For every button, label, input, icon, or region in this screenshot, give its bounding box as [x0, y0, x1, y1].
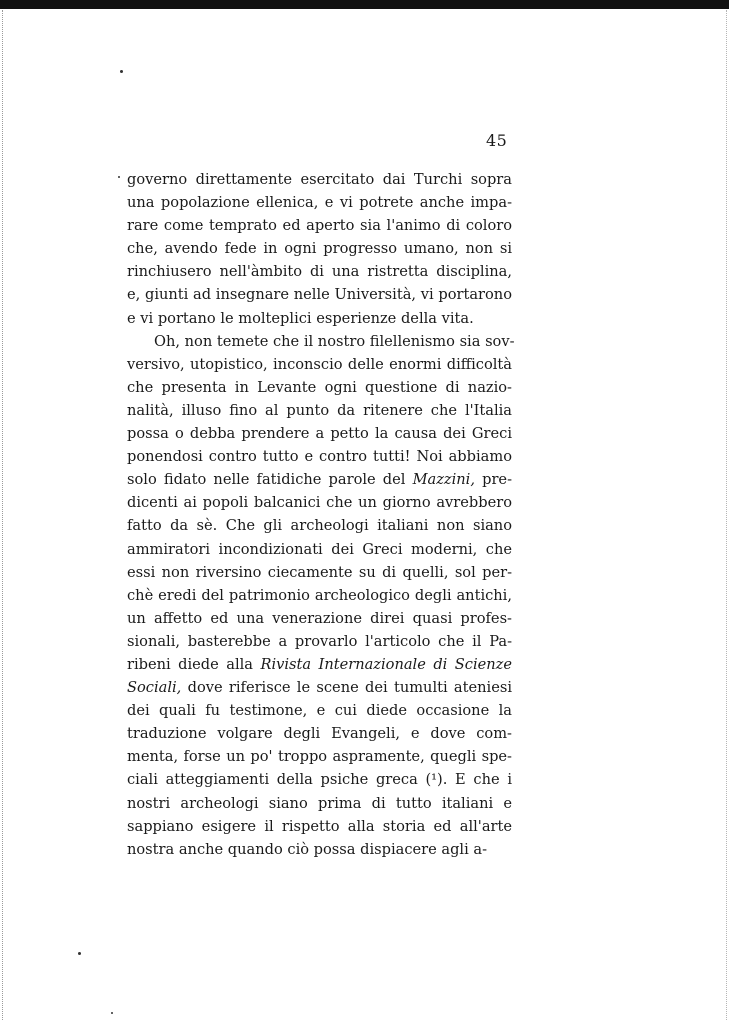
- text-line: sionali, basterebbe a provarlo l'articolo che il Pa-: [127, 632, 512, 650]
- text-line: sappiano esigere il rispetto alla storia ed all'arte: [127, 817, 512, 835]
- text-line: ammiratori incondizionati dei Greci moderni, che: [127, 540, 512, 558]
- text-line: possa o debba prendere a petto la causa dei Greci: [127, 425, 512, 443]
- text-line: ciali atteggiamenti della psiche greca (¹). E che i: [127, 771, 512, 789]
- italic-journal-title-end: Sociali,: [127, 679, 182, 697]
- scan-speck: [111, 1012, 113, 1014]
- scan-left-edge: [2, 10, 4, 1020]
- text-line: traduzione volgare degli Evangeli, e dove com-: [127, 725, 512, 743]
- text-line: una popolazione ellenica, e vi potrete anche impa-: [127, 194, 512, 212]
- scan-speck: [120, 70, 123, 73]
- text-line: menta, forse un po' troppo aspramente, quegli spe-: [127, 748, 512, 766]
- scan-right-edge: [726, 10, 728, 1020]
- text-line: chè eredi del patrimonio archeologico degli antichi,: [127, 586, 512, 604]
- italic-name-mazzini: Mazzini,: [412, 471, 475, 489]
- text-line: che presenta in Levante ogni questione di nazio-: [127, 378, 512, 396]
- body-text: [127, 168, 515, 861]
- scan-speck: [78, 952, 81, 955]
- text-line: e, giunti ad insegnare nelle Università, vi portarono: [127, 286, 512, 304]
- text-line: [127, 676, 512, 699]
- text-line: nalità, illuso fino al punto da ritenere che l'Italia: [127, 401, 512, 419]
- text-segment: ribeni diede alla: [127, 655, 261, 673]
- text-segment: pre-: [474, 471, 513, 489]
- text-line: e vi portano le molteplici esperienze della vita.: [127, 309, 474, 327]
- italic-journal-title: Rivista Internazionale di Scienze: [260, 655, 512, 673]
- text-line: nostri archeologi siano prima di tutto italiani e: [127, 794, 512, 812]
- text-line: rinchiusero nell'àmbito di una ristretta disciplina,: [127, 263, 512, 281]
- text-segment: solo fidato nelle fatidiche parole del: [127, 471, 413, 489]
- text-line: governo direttamente esercitato dai Turchi sopra: [127, 171, 512, 188]
- scan-top-border: [0, 0, 729, 9]
- text-segment: dove riferisce le scene dei tumulti ateniesi: [181, 679, 512, 697]
- text-line: fatto da sè. Che gli archeologi italiani non siano: [127, 517, 512, 535]
- text-line: dei quali fu testimone, e cui diede occasione la: [127, 702, 512, 720]
- paragraph-start-line: Oh, non temete che il nostro filellenismo sia sov-: [154, 332, 515, 350]
- text-line: ponendosi contro tutto e contro tutti! Noi abbiamo: [127, 448, 512, 466]
- text-line: un affetto ed una venerazione direi quasi profes-: [127, 609, 512, 627]
- text-line: dicenti ai popoli balcanici che un giorno avrebbero: [127, 494, 512, 512]
- text-line: nostra anche quando ciò possa dispiacere agli a-: [127, 840, 488, 858]
- text-line: versivo, utopistico, inconscio delle enormi difficoltà: [127, 355, 512, 373]
- text-line: che, avendo fede in ogni progresso umano, non si: [127, 240, 512, 258]
- text-line: [127, 653, 512, 676]
- scan-speck: [118, 176, 120, 178]
- text-line: [127, 468, 512, 491]
- text-line: rare come temprato ed aperto sia l'animo di coloro: [127, 217, 512, 235]
- page-number: 45: [486, 131, 508, 150]
- text-line: essi non riversino ciecamente su di quelli, sol per-: [127, 563, 512, 581]
